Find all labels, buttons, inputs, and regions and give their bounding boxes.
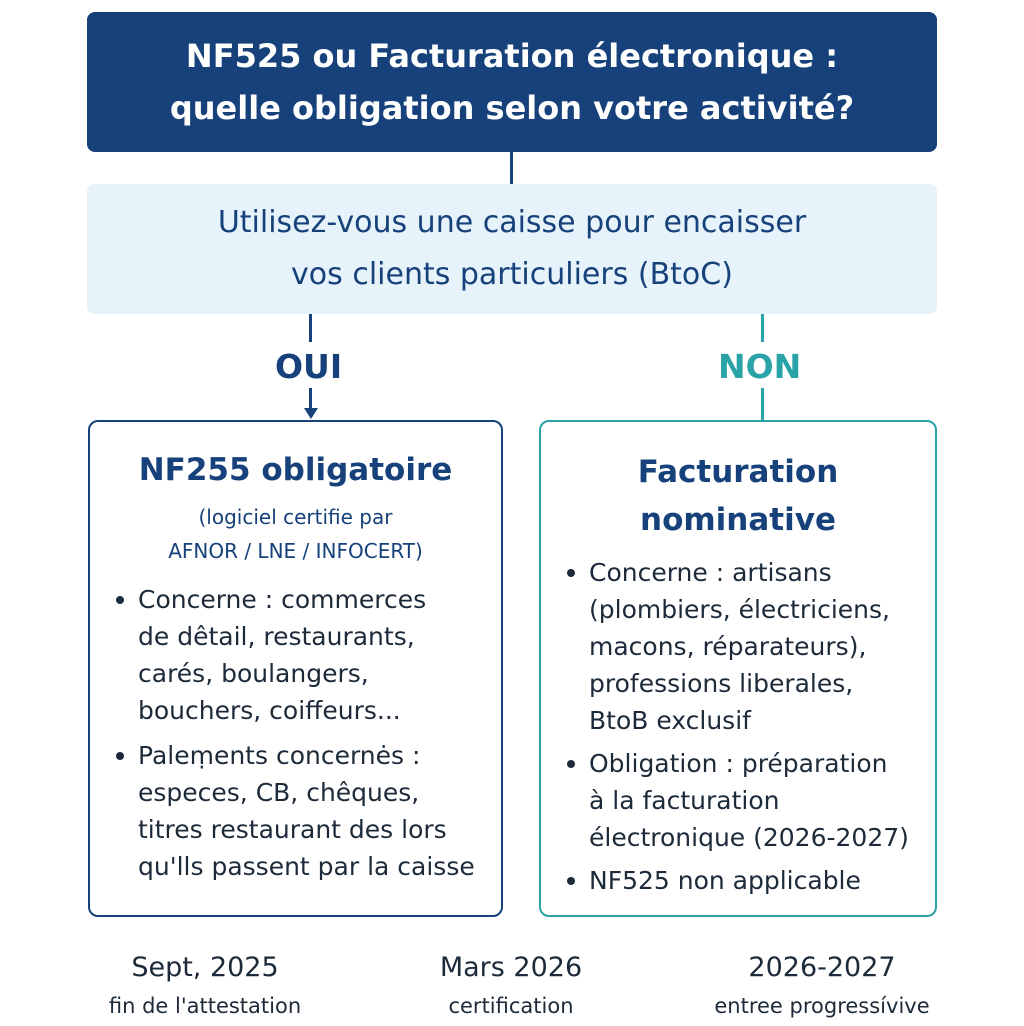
bullet-line: titres restaurant des lors [138,815,447,844]
no-connector-bottom [761,388,764,420]
nf525-bullet-list [112,581,491,885]
yes-label: OUI [275,347,343,386]
timeline-date: 2026-2027 [748,952,896,983]
timeline-desc: entree progressívive [714,994,930,1018]
list-item [112,737,491,885]
e-invoicing-card-title-line-2: nominative [640,502,836,538]
bullet-line: Concerne : artisans [589,558,832,587]
list-item [563,554,925,739]
bullet-line: professions liberales, [589,669,854,698]
list-item [563,862,925,899]
bullet-line: à la facturation [589,786,780,815]
bullet-icon [116,752,124,760]
question-box [87,184,937,314]
bullet-line: macons, réparateurs), [589,632,867,661]
e-invoicing-bullet-list [563,554,925,899]
bullet-line: especes, CB, chêques, [138,778,420,807]
bullet-icon [116,596,124,604]
bullet-line: qu'lls passent par la caisse [138,852,475,881]
nf525-card-title: NF255 obligatoire [138,452,453,488]
yes-connector-top [309,314,312,342]
question-line-1: Utilisez-vous une caisse pour encaisser [217,205,807,240]
bullet-icon [567,569,575,577]
e-invoicing-card [539,420,937,917]
e-invoicing-card-title-line-1: Facturation [637,454,839,490]
yes-connector-bottom [309,388,312,410]
timeline-item-mars-2026 [361,950,661,1026]
timeline-date: Sept, 2025 [131,952,279,983]
question-line-2: vos clients particuliers (BtoC) [291,257,733,292]
list-item [112,581,491,729]
title-connector [510,152,513,184]
bullet-line: de dêtail, restaurants, [138,622,415,651]
timeline-desc: fin de l'attestation [108,994,302,1018]
nf525-card-subtitle-line-2: AFNOR / LNE / INFOCERT) [168,539,423,563]
no-connector-top [761,314,764,342]
nf525-card-subtitle-line-1: (logiciel certifie par [198,505,393,529]
bullet-line: Concerne : commerces [138,585,427,614]
yes-arrow-icon [304,408,318,419]
bullet-line: Obligation : préparation [589,749,888,778]
timeline-item-2026-2027 [672,950,972,1026]
bullet-line: NF525 non applicable [589,866,861,895]
bullet-line: électronique (2026-2027) [589,823,909,852]
bullet-icon [567,760,575,768]
nf525-card [88,420,503,917]
bullet-line: carés, boulangers, [138,659,369,688]
list-item [563,745,925,856]
title-line-1: NF525 ou Facturation électronique : [185,37,839,75]
bullet-line: bouchers, coiffeurs... [138,696,401,725]
timeline-date: Mars 2026 [439,952,583,983]
bullet-icon [567,877,575,885]
title-banner [87,12,937,152]
timeline-item-sept-2025 [55,950,355,1026]
no-label: NON [718,347,802,386]
bullet-line: BtoB exclusif [589,706,751,735]
bullet-line: (plombiers, électriciens, [589,595,890,624]
timeline-desc: certification [448,994,574,1018]
bullet-line: Paleṃents concernės : [138,741,421,770]
title-line-2: quelle obligation selon votre activité? [169,89,855,127]
